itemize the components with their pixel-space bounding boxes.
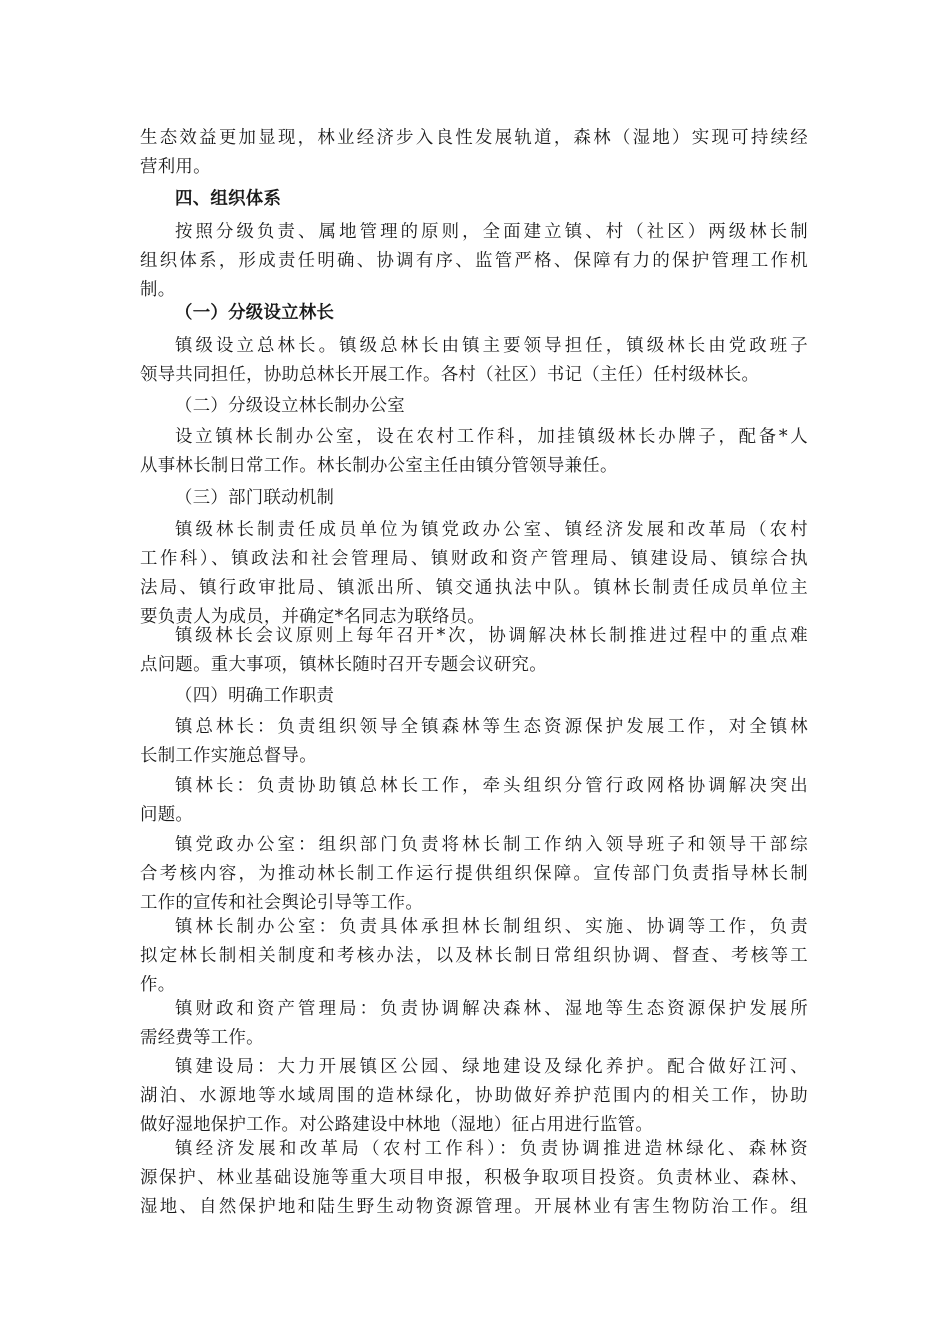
paragraph-meetings	[140, 622, 808, 680]
text-line: 作。	[140, 975, 176, 995]
paragraph-organization-intro	[140, 218, 808, 305]
text-line: 镇级林长制责任成员单位为镇党政办公室、镇经济发展和改革局（农村	[175, 520, 808, 540]
text-line: 工作的宣传和社会舆论引导等工作。	[140, 893, 424, 913]
subheading-office	[140, 392, 808, 421]
heading-text: 四、组织体系	[175, 189, 282, 209]
text-line: 组织体系，形成责任明确、协调有序、监管严格、保障有力的保护管理工作机	[140, 251, 808, 271]
paragraph-economic-duty	[140, 1135, 808, 1222]
text-line: 长制工作实施总督导。	[140, 746, 317, 766]
text-line: 镇经济发展和改革局（农村工作科）：负责协调推进造林绿化、森林资	[175, 1139, 808, 1159]
text-line: 领导共同担任，协助总林长开展工作。各村（社区）书记（主任）任村级林长。	[140, 365, 760, 385]
text-line: 镇级林长会议原则上每年召开*次，协调解决林长制推进过程中的重点难	[175, 626, 808, 646]
subheading-forest-chief-levels	[140, 299, 808, 328]
text-line: 镇财政和资产管理局：负责协调解决森林、湿地等生态资源保护发展所	[175, 999, 808, 1019]
paragraph-office	[140, 423, 808, 481]
text-line: 做好湿地保护工作。对公路建设中林地（湿地）征占用进行监管。	[140, 1115, 654, 1135]
text-line: 拟定林长制相关制度和考核办法，以及林长制日常组织协调、督查、考核等工	[140, 946, 808, 966]
paragraph-office-duty	[140, 913, 808, 1000]
section-heading-organization	[140, 185, 808, 214]
text-line: 合考核内容，为推动林长制工作运行提供组织保障。宣传部门负责指导林长制	[140, 864, 808, 884]
text-line: 镇总林长：负责组织领导全镇森林等生态资源保护发展工作，对全镇林	[175, 717, 808, 737]
paragraph-chief-duty	[140, 713, 808, 771]
heading-text: （二）分级设立林长制办公室	[175, 396, 405, 416]
paragraph-member-units	[140, 516, 808, 632]
text-line: 按照分级负责、属地管理的原则，全面建立镇、村（社区）两级林长制	[175, 222, 808, 242]
text-line: 生态效益更加显现，林业经济步入良性发展轨道，森林（湿地）实现可持续经	[140, 128, 808, 148]
text-line: 制。	[140, 280, 176, 300]
text-line: 工作科）、镇政法和社会管理局、镇财政和资产管理局、镇建设局、镇综合执	[140, 549, 808, 569]
text-line: 点问题。重大事项，镇林长随时召开专题会议研究。	[140, 655, 547, 675]
text-line: 从事林长制日常工作。林长制办公室主任由镇分管领导兼任。	[140, 456, 618, 476]
paragraph-ecological-benefits	[140, 124, 808, 182]
paragraph-finance-duty	[140, 995, 808, 1053]
text-line: 镇林长：负责协助镇总林长工作，牵头组织分管行政网格协调解决突出	[175, 776, 808, 796]
text-line: 要负责人为成员，并确定*名同志为联络员。	[140, 607, 486, 627]
paragraph-forest-chief-levels	[140, 332, 808, 390]
paragraph-party-office-duty	[140, 831, 808, 918]
text-line: 镇党政办公室：组织部门负责将林长制工作纳入领导班子和领导干部综	[175, 835, 808, 855]
heading-text: （一）分级设立林长	[175, 303, 335, 323]
text-line: 源保护、林业基础设施等重大项目申报，积极争取项目投资。负责林业、森林、	[140, 1168, 808, 1188]
text-line: 镇级设立总林长。镇级总林长由镇主要领导担任，镇级林长由党政班子	[175, 336, 808, 356]
text-line: 问题。	[140, 805, 194, 825]
paragraph-construction-duty	[140, 1053, 808, 1140]
text-line: 湖泊、水源地等水域周围的造林绿化，协助做好养护范围内的相关工作，协助	[140, 1086, 808, 1106]
text-line: 镇建设局：大力开展镇区公园、绿地建设及绿化养护。配合做好江河、	[175, 1057, 808, 1077]
text-line: 营利用。	[140, 157, 211, 177]
subheading-linkage	[140, 484, 808, 513]
paragraph-forest-chief-duty	[140, 772, 808, 830]
text-line: 镇林长制办公室：负责具体承担林长制组织、实施、协调等工作，负责	[175, 917, 808, 937]
heading-text: （三）部门联动机制	[175, 488, 335, 508]
text-line: 湿地、自然保护地和陆生野生动物资源管理。开展林业有害生物防治工作。组	[140, 1197, 808, 1217]
text-line: 设立镇林长制办公室，设在农村工作科，加挂镇级林长办牌子，配备*人	[175, 427, 808, 447]
text-line: 需经费等工作。	[140, 1028, 264, 1048]
text-line: 法局、镇行政审批局、镇派出所、镇交通执法中队。镇林长制责任成员单位主	[140, 578, 808, 598]
heading-text: （四）明确工作职责	[175, 686, 335, 706]
subheading-duties	[140, 682, 808, 711]
